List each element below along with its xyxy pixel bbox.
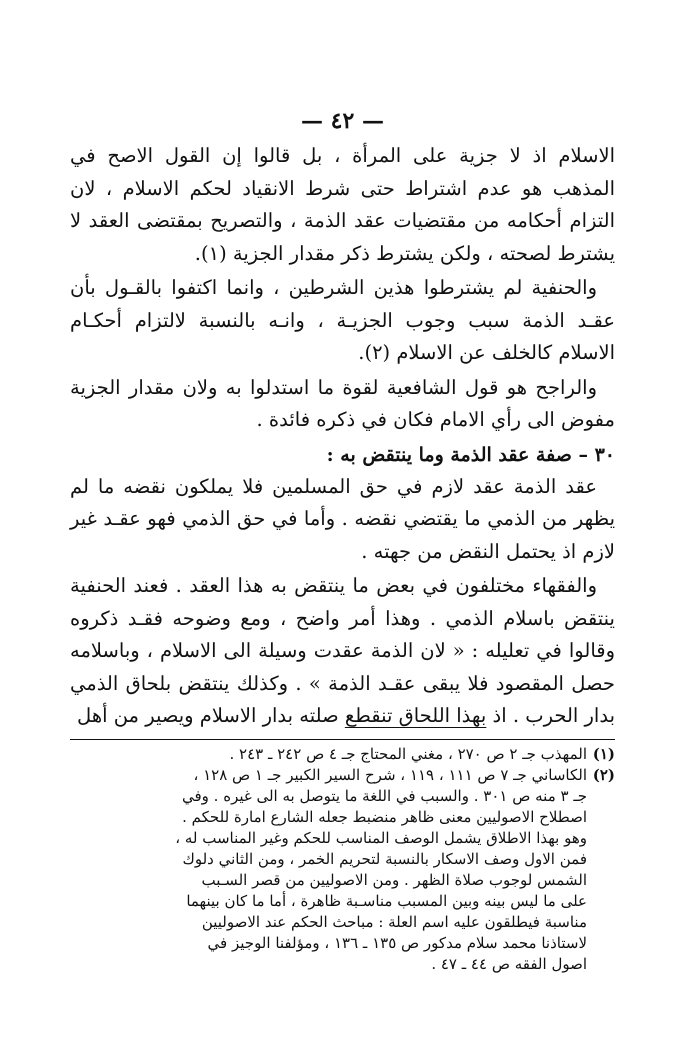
footnote-text	[70, 744, 587, 765]
footnote-line: لاستاذنا محمد سلام مدكور ص ١٣٥ ـ ١٣٦ ، ومؤلفنا الوجيز في	[207, 933, 587, 952]
footnote-text	[70, 765, 587, 975]
footnote-line: على ما ليس بينه وبين المسبب مناسـبة ظاهرة ، أما ما كان بينهما	[186, 891, 587, 910]
footnote-line: مناسبة فيطلقون عليه اسم العلة : مباحث الحكم عند الاصوليين	[201, 912, 587, 931]
footnote-1	[70, 744, 615, 765]
underlined-phrase: بهذا اللحاق تنقطع	[344, 704, 487, 727]
page-number: — ٤٢ —	[301, 108, 384, 134]
footnote-line: المهذب جـ ٢ ص ٢٧٠ ، مغني المحتاج جـ ٤ ص ٢٤٢ ـ ٢٤٣ .	[229, 744, 587, 763]
paragraph-5-tail: صلته بدار الاسلام ويصير من أهل	[77, 704, 345, 727]
footnote-line: الشمس لوجوب صلاة الظهر . ومن الاصوليين من قصر السـبب	[201, 870, 587, 889]
footnote-line: الكاساني جـ ٧ ص ١١١ ، ١١٩ ، شرح السير الكبير جـ ١ ص ١٢٨ ،	[193, 765, 587, 784]
footnote-line: وهو بهذا الاطلاق يشمل الوصف المناسب للحكم وغير المناسب له ،	[175, 828, 587, 847]
document-page	[70, 108, 615, 975]
footnote-number: (١)	[592, 744, 615, 763]
footnote-line: جـ ٣ منه ص ٣٠١ . والسبب في اللغة ما يتوصل به الى غيره . وفي	[181, 786, 587, 805]
paragraph-2: والحنفية لم يشترطوا هذين الشرطين ، وانما اكتفوا بالقـول بأن عقـد الذمة سبب وجوب الجزيـة ، وانـه بالنسبة لالتزام أحكـام الاسلام كالخلف عن الاسلام (٢).	[70, 276, 615, 364]
paragraph-4: عقد الذمة عقد لازم في حق المسلمين فلا يملكون نقضه ما لم يظهر من الذمي ما يقتضي نقضه . وأما في حق الذمي فهو عقـد غير لازم اذ يحتمل النقض من جهته .	[70, 474, 615, 563]
footnote-number: (٢)	[592, 765, 615, 784]
footnote-line: فمن الاول وصف الاسكار بالنسبة لتحريم الخمر ، ومن الثاني دلوك	[182, 849, 587, 868]
footnote-line: اصول الفقه ص ٤٤ ـ ٤٧ .	[431, 954, 587, 973]
section-heading: ٣٠ – صفة عقد الذمة وما ينتقض به :	[326, 443, 615, 466]
paragraph-5-main: والفقهاء مختلفون في بعض ما ينتقض به هذا العقد . فعند الحنفية ينتقض باسلام الذمي . وهذا أمر واضح ، ومع وضوحه فقـد ذكروه وقالوا في تعليله : « لان الذمة عقدت وسيلة الى الاسلام ، وباسلامه حصل المقصود فلا يبقى عقـد الذمة » . وكذلك ينتقض بلحاق الذمي بدار الحرب . اذ	[70, 574, 615, 727]
paragraph-5	[70, 570, 615, 733]
footnote-line: اصطلاح الاصوليين معنى ظاهر منضبط جعله الشارع امارة للحكم .	[182, 807, 587, 826]
paragraph-3: والراجح هو قول الشافعية لقوة ما استدلوا به ولان مقدار الجزية مفوض الى رأي الامام فكان في ذكره فائدة .	[70, 375, 615, 431]
footnote-divider	[70, 739, 615, 740]
footnotes	[70, 744, 615, 975]
footnote-2	[70, 765, 615, 975]
paragraph-1: الاسلام اذ لا جزية على المرأة ، بل قالوا إن القول الاصح في المذهب هو عدم اشتراط حتى شرط الانقياد لحكم الاسلام ، لان التزام أحكامه من مقتضيات عقد الذمة ، والتصريح بمقتضى العقد لا يشترط لصحته ، ولكن يشترط ذكر مقدار الجزية (١).	[70, 144, 615, 265]
